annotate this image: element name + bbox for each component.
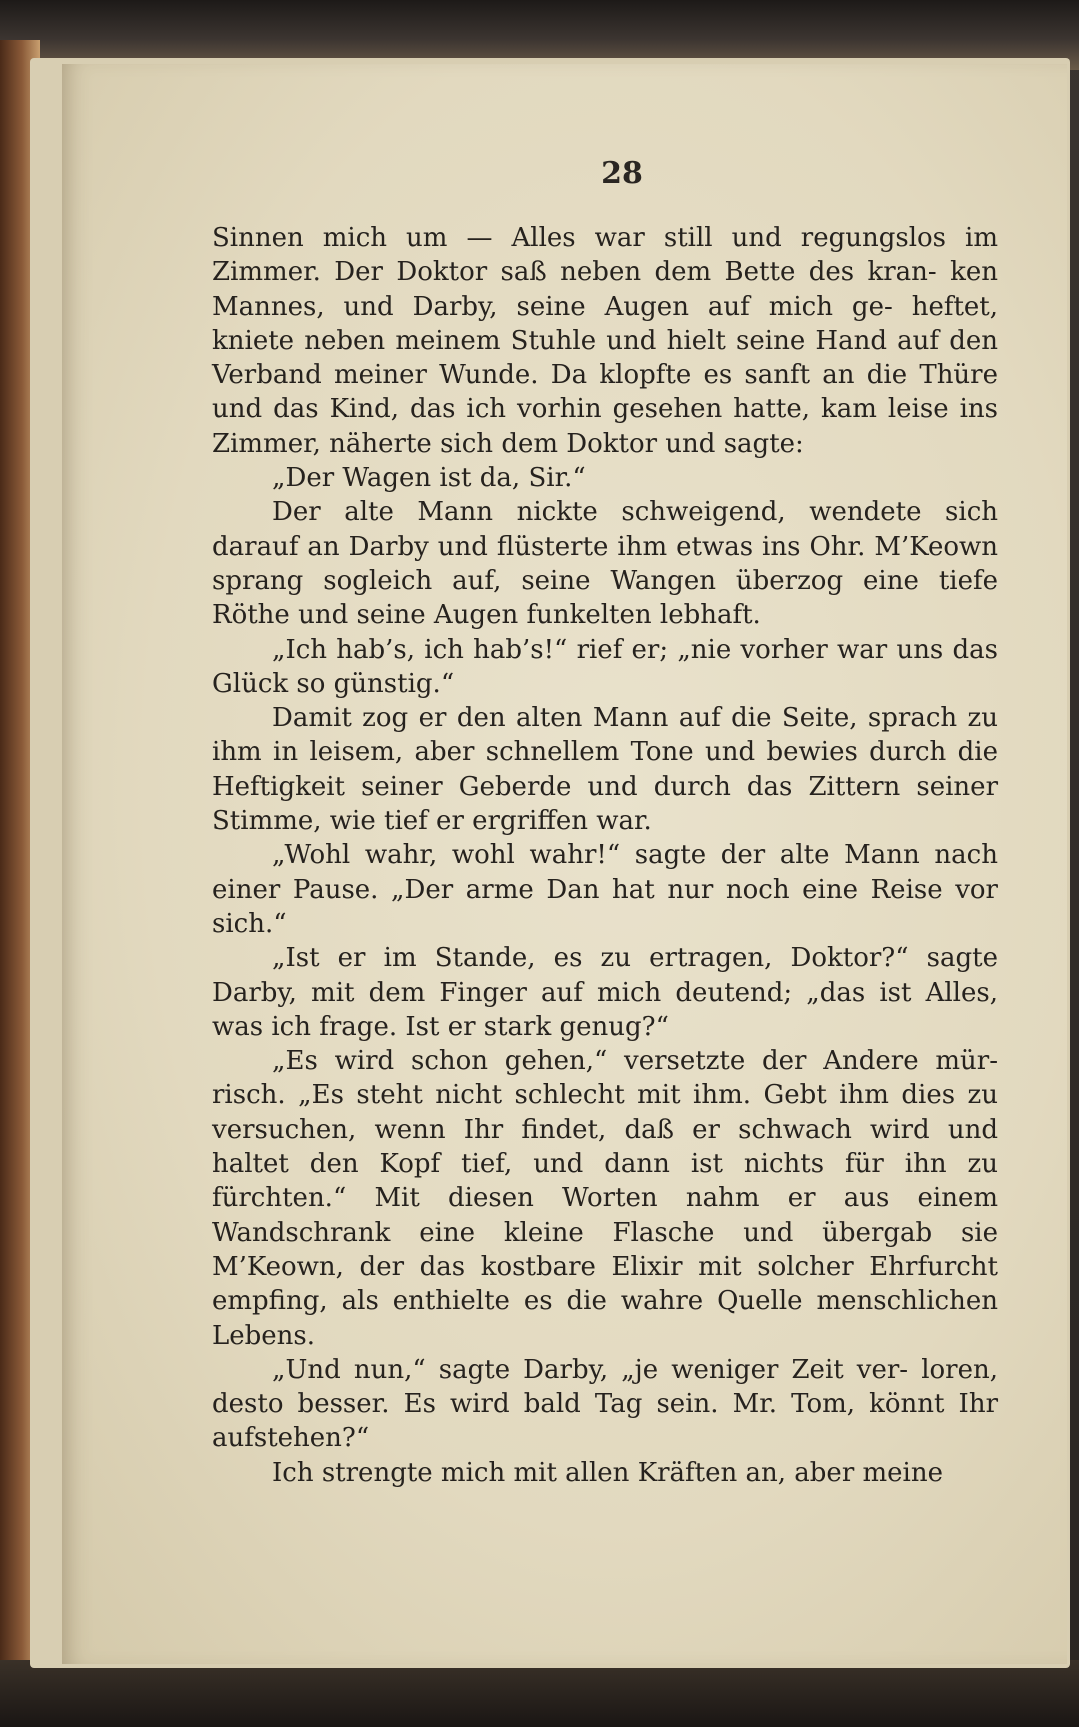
paragraph-6: „Wohl wahr, wohl wahr!“ sagte der alte Mann nach einer Pause. „Der arme Dan hat nur noch eine Reise vor sich.“ xyxy=(212,840,998,939)
paragraph-2: „Der Wagen ist da, Sir.“ xyxy=(272,463,586,494)
paragraph-4: „Ich hab’s, ich hab’s!“ rief er; „nie vorher war uns das Glück so günstig.“ xyxy=(212,634,998,699)
book-cover-bottom xyxy=(0,1660,1079,1727)
page-number: 28 xyxy=(601,156,643,191)
book-page xyxy=(62,64,1067,1664)
paragraph-1: Sinnen mich um — Alles war still und regungslos im Zimmer. Der Doktor saß neben dem Bette des kran- ken Mannes, und Darby, seine Augen auf mich ge- heftet, kniete neben meinem Stuhle und hielt seine Hand auf den Verband meiner Wunde. Da klopfte es sanft an die Thüre und das Kind, das ich vorhin gesehen hatte, kam leise ins Zimmer, näherte sich dem Doktor und sagte: xyxy=(212,223,998,459)
paragraph-7: „Ist er im Stande, es zu ertragen, Doktor?“ sagte Darby, mit dem Finger auf mich deutend; „das ist Alles, was ich frage. Ist er stark genug?“ xyxy=(212,943,998,1042)
paragraph-5: Damit zog er den alten Mann auf die Seite, sprach zu ihm in leisem, aber schnellem Tone und bewies durch die Heftigkeit seiner Geberde und durch das Zittern seiner Stimme, wie tief er ergriffen war. xyxy=(212,703,998,837)
page-text xyxy=(212,221,998,1490)
paragraph-10: Ich strengte mich mit allen Kräften an, aber meine xyxy=(272,1457,943,1488)
paragraph-9: „Und nun,“ sagte Darby, „je weniger Zeit ver- loren, desto besser. Es wird bald Tag sein. Mr. Tom, könnt Ihr aufstehen?“ xyxy=(212,1354,998,1454)
paragraph-8: „Es wird schon gehen,“ versetzte der Andere mür- risch. „Es steht nicht schlecht mit ihm. Gebt ihm dies zu versuchen, wenn Ihr findet, daß er schwach wird und haltet den Kopf tief, und dann ist nichts für ihn zu fürchten.“ Mit diesen Worten nahm er aus einem Wandschrank eine kleine Flasche und übergab sie M’Keown, der das kostbare Elixir mit solcher Ehrfurcht empfing, als enthielte es die wahre Quelle menschlichen Lebens. xyxy=(212,1046,998,1351)
paragraph-3: Der alte Mann nickte schweigend, wendete sich darauf an Darby und flüsterte ihm etwas ins Ohr. M’Keown sprang sogleich auf, seine Wangen überzog eine tiefe Röthe und seine Augen funkelten lebhaft. xyxy=(212,497,998,631)
